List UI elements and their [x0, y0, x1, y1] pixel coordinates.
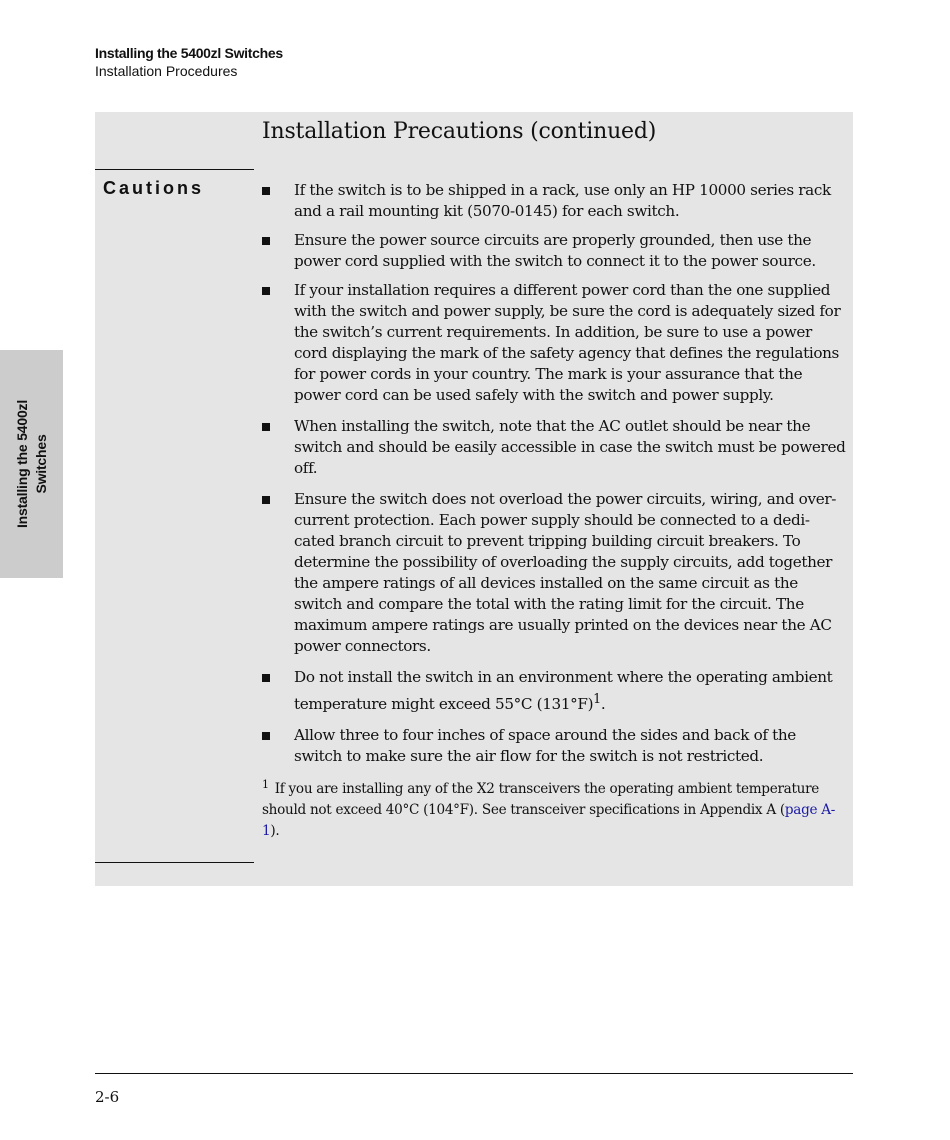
- label-rule-bottom: [95, 862, 254, 863]
- footnote-tail: ).: [270, 823, 280, 839]
- square-bullet-icon: [262, 674, 270, 682]
- square-bullet-icon: [262, 732, 270, 740]
- footnote-text: If you are installing any of the X2 transceivers the operating ambient temperature should not exceed 40°C (104°F). See transceiver specifications in Appendix A (: [262, 781, 820, 818]
- caution-text: If the switch is to be shipped in a rack, use only an HP 10000 series rack and a rail mounting kit (5070-0145) for each switch.: [294, 181, 831, 220]
- side-tab-line-1: Installing the 5400zl: [13, 399, 30, 529]
- caution-text: Allow three to four inches of space around the sides and back of the switch to make sure the air flow for the switch is not restricted.: [294, 726, 796, 766]
- page-number: 2-6: [95, 1088, 120, 1106]
- label-rule-top: [95, 169, 254, 170]
- running-header-title: Installing the 5400zl Switches: [95, 45, 283, 61]
- footnote-reference: 1: [593, 691, 601, 706]
- page-a1-link[interactable]: page A-1: [262, 802, 836, 839]
- caution-text: Ensure the switch does not overload the power circuits, wiring, and over-current protection. Each power supply should be connected to a dedi-cated branch circuit to prevent tripping building circuit breakers. To determine the possibility of overloading the supply circuits, add together the ampere ratings of all devices installed on the same circuit as the switch and compare the total with the rating limit for the circuit. The maximum ampere ratings are usually printed on the devices near the AC power connectors.: [294, 490, 837, 655]
- chapter-side-tab: [0, 350, 63, 578]
- caution-text-tail: .: [600, 695, 606, 714]
- square-bullet-icon: [262, 496, 270, 504]
- cautions-panel: [95, 112, 853, 886]
- cautions-list: [262, 180, 848, 777]
- list-item: [262, 180, 848, 222]
- footnote-mark: 1: [262, 778, 269, 791]
- square-bullet-icon: [262, 423, 270, 431]
- caution-text: Do not install the switch in an environment where the operating ambient temperature might exceed 55°C (131°F): [294, 668, 833, 714]
- list-item: [262, 280, 848, 406]
- footer-rule: [95, 1073, 853, 1074]
- caution-text: When installing the switch, note that the AC outlet should be near the switch and should be easily accessible in case the switch must be powered off.: [294, 417, 846, 477]
- caution-text: If your installation requires a different power cord than the one supplied with the switch and power supply, be sure the cord is adequately sized for the switch’s current requirements. In addition, be sure to use a power cord displaying the mark of the safety agency that defines the regulations for power cords in your country. The mark is your assurance that the power cord can be used safely with the switch and power supply.: [294, 281, 841, 404]
- running-header: [95, 44, 283, 80]
- footnote: [262, 774, 848, 842]
- square-bullet-icon: [262, 187, 270, 195]
- list-item: [262, 230, 848, 272]
- chapter-side-tab-text: [13, 400, 51, 528]
- square-bullet-icon: [262, 287, 270, 295]
- running-header-subtitle: Installation Procedures: [95, 63, 238, 79]
- side-tab-line-2: Switches: [32, 434, 49, 494]
- section-title: Installation Precautions (continued): [262, 119, 657, 144]
- list-item: [262, 667, 848, 715]
- list-item: [262, 725, 848, 767]
- list-item: [262, 489, 848, 657]
- caution-text: Ensure the power source circuits are properly grounded, then use the power cord supplied with the switch to connect it to the power source.: [294, 231, 816, 270]
- cautions-label: Cautions: [103, 178, 205, 198]
- list-item: [262, 416, 848, 479]
- square-bullet-icon: [262, 237, 270, 245]
